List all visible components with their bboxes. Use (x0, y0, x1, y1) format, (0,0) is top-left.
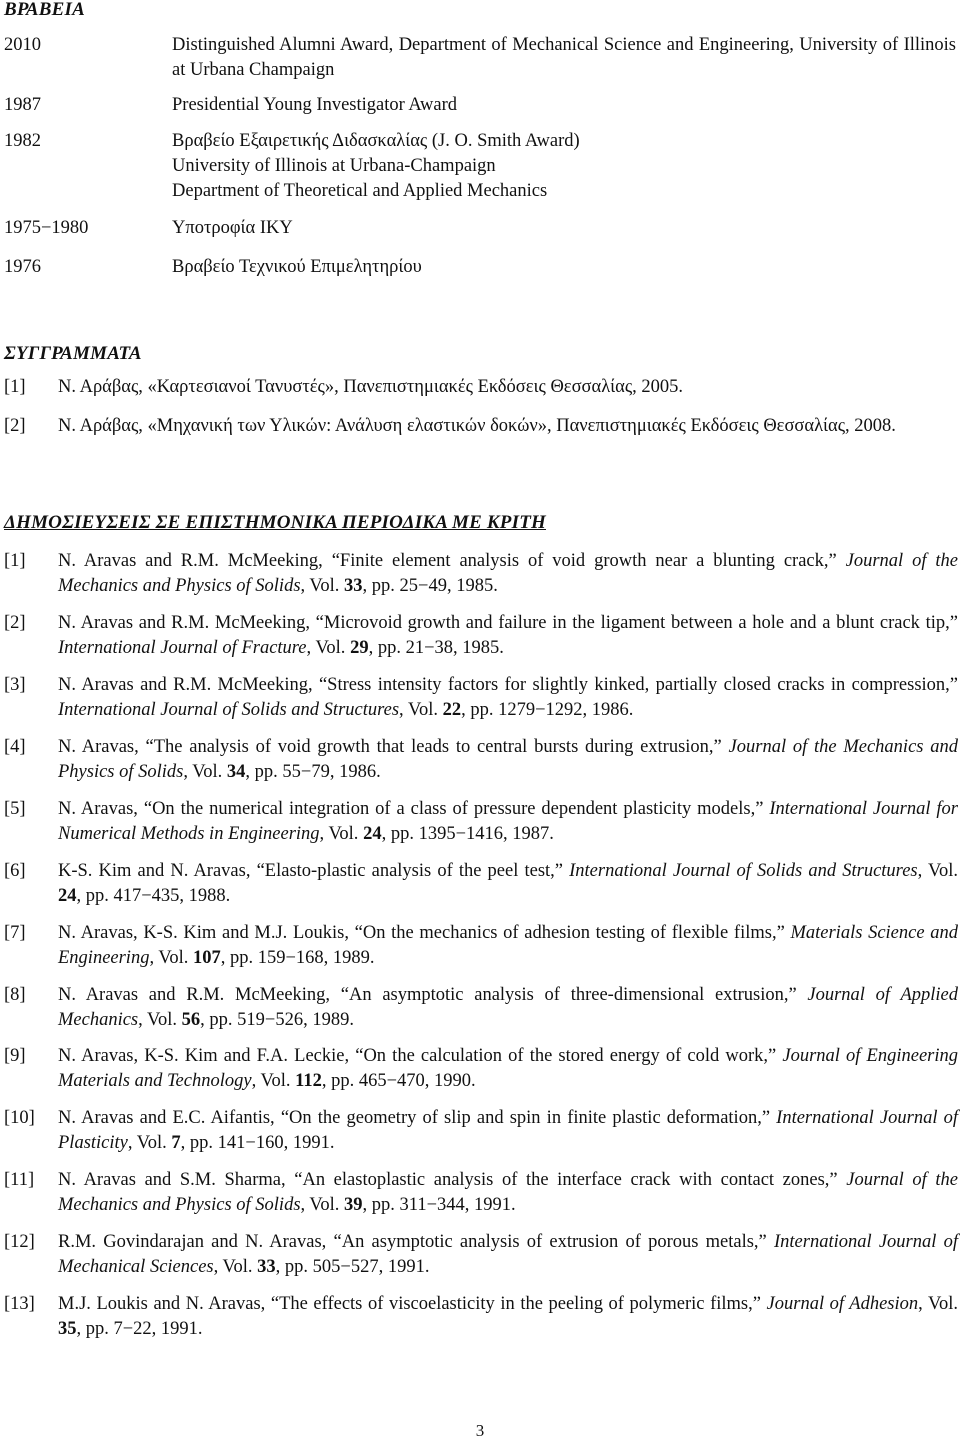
reference-title: “Stress intensity factors for slightly kinked, partially closed cracks in compression,” (318, 675, 958, 695)
reference-text (58, 1044, 958, 1094)
reference-text (58, 1292, 958, 1342)
reference-journal: Journal of the Mechanics and Physics of Solids (58, 551, 959, 596)
reference-volume-prefix: , Vol. (127, 1133, 172, 1153)
reference-authors: N. Aravas and R.M. McMeeking, (58, 985, 341, 1005)
reference-number: [9] (4, 1046, 26, 1066)
reference-title: “The effects of viscoelasticity in the peeling of polymeric films,” (270, 1294, 767, 1314)
reference-volume-prefix: , Vol. (251, 1071, 296, 1091)
reference-volume-prefix: , Vol. (918, 1294, 958, 1314)
reference-authors: N. Aravas, (58, 737, 146, 757)
reference-title: “On the mechanics of adhesion testing of flexible films,” (354, 923, 791, 943)
reference-authors: N. Aravas and R.M. McMeeking, (58, 675, 319, 695)
award-year: 1982 (4, 131, 41, 151)
reference-authors: N. Aravas, (58, 799, 144, 819)
reference-pages-year: , pp. 55−79, 1986. (245, 762, 381, 782)
awards-heading: ΒΡΑΒΕΙΑ (4, 0, 86, 20)
reference-volume: 39 (344, 1195, 363, 1215)
reference-volume-prefix: , Vol. (300, 1195, 345, 1215)
reference-text (58, 549, 958, 599)
reference-volume: 22 (442, 700, 462, 720)
books-heading: ΣΥΓΓΡΑΜΜΑΤΑ (4, 343, 142, 364)
reference-text (58, 673, 958, 723)
reference-volume: 107 (192, 948, 221, 968)
reference-journal: Journal of the Mechanics and Physics of Solids (58, 1170, 958, 1215)
reference-authors: N. Aravas and S.M. Sharma, (58, 1170, 295, 1190)
reference-number: [13] (4, 1294, 35, 1314)
award-line: Presidential Young Investigator Award (172, 95, 458, 115)
award-line: Department of Theoretical and Applied Mechanics (172, 181, 548, 201)
award-line: Υποτροφία ΙΚΥ (172, 218, 293, 238)
reference-journal: Journal of the Mechanics and Physics of Solids (58, 737, 958, 782)
award-year: 1975−1980 (4, 218, 89, 238)
book-number: [2] (4, 416, 26, 436)
reference-journal: Journal of Adhesion (766, 1294, 919, 1314)
reference-text (58, 1168, 958, 1218)
page-number: 3 (475, 1421, 485, 1440)
book-text: Ν. Αράβας, «Καρτεσιανοί Τανυστές», Πανεπιστημιακές Εκδόσεις Θεσσαλίας, 2005. (58, 377, 684, 397)
reference-number: [4] (4, 737, 26, 757)
reference-volume: 33 (257, 1257, 276, 1277)
reference-number: [5] (4, 799, 26, 819)
reference-volume: 34 (226, 762, 246, 782)
reference-title: “An elastoplastic analysis of the interface crack with contact zones,” (294, 1170, 847, 1190)
reference-text (58, 859, 958, 909)
reference-journal: Journal of Engineering Materials and Technology (58, 1046, 958, 1091)
reference-number: [11] (4, 1170, 35, 1190)
reference-journal: Materials Science and Engineering (58, 923, 958, 968)
reference-title: “On the numerical integration of a class of pressure dependent plasticity models,” (143, 799, 770, 819)
reference-number: [2] (4, 613, 26, 633)
reference-title: “On the calculation of the stored energy of cold work,” (355, 1046, 783, 1066)
reference-text (58, 735, 958, 785)
reference-pages-year: , pp. 417−435, 1988. (76, 886, 231, 906)
reference-title: “Microvoid growth and failure in the ligament between a hole and a blunt crack tip,” (315, 613, 958, 633)
book-text: Ν. Αράβας, «Μηχανική των Υλικών: Ανάλυση ελαστικών δοκών», Πανεπιστημιακές Εκδόσεις Θεσσαλίας, 2008. (58, 416, 896, 436)
award-year: 1976 (4, 257, 41, 277)
reference-pages-year: , pp. 21−38, 1985. (368, 638, 504, 658)
reference-title: “The analysis of void growth that leads to central bursts during extrusion,” (145, 737, 729, 757)
reference-pages-year: , pp. 311−344, 1991. (362, 1195, 516, 1215)
reference-pages-year: , pp. 159−168, 1989. (220, 948, 375, 968)
award-line: Βραβείο Εξαιρετικής Διδασκαλίας (J. O. Smith Award) (172, 131, 580, 151)
reference-number: [10] (4, 1108, 35, 1128)
reference-authors: N. Aravas and R.M. McMeeking, (58, 551, 332, 571)
reference-authors: K-S. Kim and N. Aravas, (58, 861, 257, 881)
reference-journal: International Journal of Solids and Structures (58, 700, 400, 720)
reference-text (58, 1106, 958, 1156)
reference-authors: N. Aravas and E.C. Aifantis, (58, 1108, 281, 1128)
reference-text (58, 921, 958, 971)
reference-pages-year: , pp. 519−526, 1989. (200, 1010, 354, 1030)
reference-authors: M.J. Loukis and N. Aravas, (58, 1294, 271, 1314)
reference-volume-prefix: , Vol. (213, 1257, 258, 1277)
reference-volume-prefix: , Vol. (183, 762, 227, 782)
reference-volume-prefix: , Vol. (306, 638, 351, 658)
reference-pages-year: , pp. 505−527, 1991. (275, 1257, 430, 1277)
reference-pages-year: , pp. 7−22, 1991. (76, 1319, 203, 1339)
reference-text (58, 983, 958, 1033)
reference-volume-prefix: , Vol. (300, 576, 345, 596)
reference-authors: N. Aravas, K-S. Kim and M.J. Loukis, (58, 923, 355, 943)
reference-text (58, 611, 958, 661)
reference-journal: International Journal of Mechanical Sciences (58, 1232, 959, 1277)
book-number: [1] (4, 377, 26, 397)
reference-number: [7] (4, 923, 26, 943)
reference-volume: 24 (363, 824, 382, 844)
reference-volume-prefix: , Vol. (138, 1010, 182, 1030)
reference-volume-prefix: , Vol. (319, 824, 364, 844)
award-year: 2010 (4, 35, 41, 55)
reference-volume: 24 (58, 886, 77, 906)
reference-volume-prefix: , Vol. (399, 700, 443, 720)
reference-title: “On the geometry of slip and spin in finite plastic deformation,” (280, 1108, 777, 1128)
reference-authors: N. Aravas, K-S. Kim and F.A. Leckie, (58, 1046, 356, 1066)
reference-volume-prefix: , Vol. (149, 948, 193, 968)
award-line: Βραβείο Τεχνικού Επιμελητηρίου (172, 257, 422, 277)
reference-title: “An asymptotic analysis of three-dimensional extrusion,” (340, 985, 808, 1005)
reference-volume: 112 (295, 1071, 322, 1091)
reference-volume: 7 (171, 1133, 181, 1153)
reference-pages-year: , pp. 1395−1416, 1987. (381, 824, 554, 844)
reference-journal: International Journal of Fracture (58, 638, 307, 658)
reference-pages-year: , pp. 465−470, 1990. (321, 1071, 476, 1091)
award-line: Distinguished Alumni Award, Department of Mechanical Science and Engineering, University of Illinois at Urbana Champaign (172, 35, 956, 80)
reference-volume: 56 (181, 1010, 201, 1030)
reference-volume-prefix: , Vol. (917, 861, 959, 881)
reference-text (58, 797, 958, 847)
reference-title: “An asymptotic analysis of extrusion of porous metals,” (333, 1232, 774, 1252)
reference-journal: International Journal for Numerical Methods in Engineering (58, 799, 958, 844)
reference-title: “Elasto-plastic analysis of the peel test,” (256, 861, 570, 881)
reference-number: [8] (4, 985, 26, 1005)
reference-journal: International Journal of Solids and Structures (569, 861, 918, 881)
reference-pages-year: , pp. 25−49, 1985. (362, 576, 498, 596)
reference-title: “Finite element analysis of void growth near a blunting crack,” (331, 551, 846, 571)
journals-heading: ΔΗΜΟΣΙΕΥΣΕΙΣ ΣΕ ΕΠΙΣΤΗΜΟΝΙΚΑ ΠΕΡΙΟΔΙΚΑ ΜΕ ΚΡΙΤΗ (4, 512, 546, 533)
reference-authors: R.M. Govindarajan and N. Aravas, (58, 1232, 334, 1252)
reference-number: [1] (4, 551, 26, 571)
reference-text (58, 1230, 958, 1280)
award-line: University of Illinois at Urbana-Champaign (172, 156, 496, 176)
reference-journal: Journal of Applied Mechanics (58, 985, 958, 1030)
reference-volume: 33 (344, 576, 363, 596)
reference-number: [3] (4, 675, 26, 695)
reference-number: [12] (4, 1232, 35, 1252)
award-year: 1987 (4, 95, 41, 115)
reference-authors: N. Aravas and R.M. McMeeking, (58, 613, 316, 633)
reference-volume: 29 (350, 638, 369, 658)
reference-pages-year: , pp. 141−160, 1991. (180, 1133, 335, 1153)
reference-journal: International Journal of Plasticity (58, 1108, 958, 1153)
reference-pages-year: , pp. 1279−1292, 1986. (461, 700, 634, 720)
reference-volume: 35 (58, 1319, 77, 1339)
reference-number: [6] (4, 861, 26, 881)
